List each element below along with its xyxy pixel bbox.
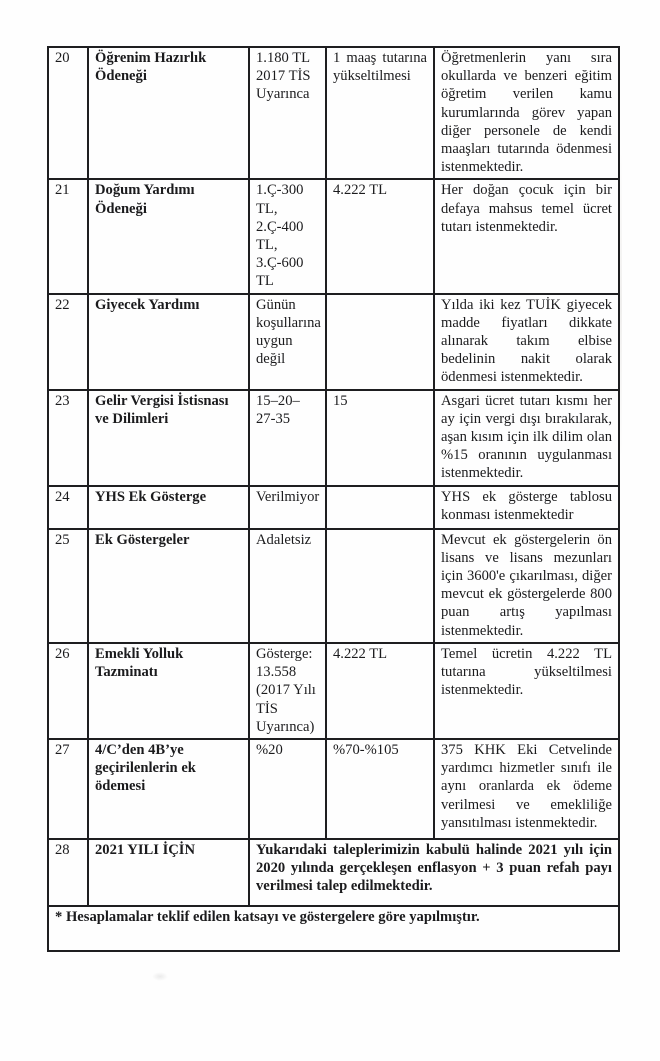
explanation-cell: Öğretmenlerin yanı sıra okullarda ve benzeri eğitim öğretim verilen kamu kurumlarında görev yapan diğer personele de kendi maaşları tutarında ödenmesi istenmektedir. bbox=[434, 47, 619, 179]
item-name-cell: Gelir Vergisi İstisnası ve Dilimleri bbox=[88, 390, 249, 486]
explanation-cell: Mevcut ek göstergelerin ön lisans ve lisans mezunları için 3600'e çıkarılması, diğer mevcut ek göstergelerde 800 puan artış yapılması istenmektedir. bbox=[434, 529, 619, 643]
row-number-cell: 28 bbox=[48, 839, 88, 906]
explanation-cell: Her doğan çocuk için bir defaya mahsus temel ücret tutarı istenmektedir. bbox=[434, 179, 619, 293]
item-name-cell: YHS Ek Gösterge bbox=[88, 486, 249, 529]
scan-smudge-artifact bbox=[152, 972, 168, 981]
demand-value-cell bbox=[326, 486, 434, 529]
row-number-cell: 23 bbox=[48, 390, 88, 486]
row-number-cell: 22 bbox=[48, 294, 88, 390]
row-number-cell: 20 bbox=[48, 47, 88, 179]
row-number-cell: 21 bbox=[48, 179, 88, 293]
item-name-cell: Emekli Yolluk Tazminatı bbox=[88, 643, 249, 739]
demand-value-cell: 1 maaş tutarına yükseltilmesi bbox=[326, 47, 434, 179]
current-value-cell: %20 bbox=[249, 739, 326, 839]
demand-value-cell: 15 bbox=[326, 390, 434, 486]
table-row bbox=[48, 294, 619, 390]
table-row bbox=[48, 839, 619, 906]
demand-value-cell: 4.222 TL bbox=[326, 179, 434, 293]
merged-statement-cell: Yukarıdaki taleplerimizin kabulü halinde 2021 yılı için 2020 yılında gerçekleşen enflasyon + 3 puan refah payı verilmesi talep edilmektedir. bbox=[249, 839, 619, 906]
row-number-cell: 27 bbox=[48, 739, 88, 839]
row-number-cell: 25 bbox=[48, 529, 88, 643]
current-value-cell: Verilmiyor bbox=[249, 486, 326, 529]
item-name-cell: 2021 YILI İÇİN bbox=[88, 839, 249, 906]
table-row bbox=[48, 529, 619, 643]
row-number-cell: 26 bbox=[48, 643, 88, 739]
demand-value-cell bbox=[326, 529, 434, 643]
current-value-cell: 15–20–27-35 bbox=[249, 390, 326, 486]
table-row bbox=[48, 486, 619, 529]
current-value-cell: 1.Ç-300 TL, 2.Ç-400 TL, 3.Ç-600 TL bbox=[249, 179, 326, 293]
current-value-cell: Günün koşullarına uygun değil bbox=[249, 294, 326, 390]
item-name-cell: Giyecek Yardımı bbox=[88, 294, 249, 390]
item-name-cell: Doğum Yardımı Ödeneği bbox=[88, 179, 249, 293]
table-row bbox=[48, 739, 619, 839]
salary-claims-table bbox=[47, 46, 620, 952]
explanation-cell: Asgari ücret tutarı kısmı her ay için vergi dışı bırakılarak, aşan kısım için ilk dilim olan %15 oranının uygulanması istenmektedir. bbox=[434, 390, 619, 486]
table-row bbox=[48, 390, 619, 486]
current-value-cell: Adaletsiz bbox=[249, 529, 326, 643]
explanation-cell: Yılda iki kez TUİK giyecek madde fiyatları dikkate alınarak takım elbise bedelinin nakit olarak ödenmesi istenmektedir. bbox=[434, 294, 619, 390]
current-value-cell: Gösterge: 13.558 (2017 Yılı TİS Uyarınca) bbox=[249, 643, 326, 739]
table-row bbox=[48, 179, 619, 293]
row-number-cell: 24 bbox=[48, 486, 88, 529]
demand-value-cell: 4.222 TL bbox=[326, 643, 434, 739]
table-row bbox=[48, 47, 619, 179]
item-name-cell: Öğrenim Hazırlık Ödeneği bbox=[88, 47, 249, 179]
demand-value-cell bbox=[326, 294, 434, 390]
footnote-row bbox=[48, 906, 619, 951]
table-row bbox=[48, 643, 619, 739]
explanation-cell: YHS ek gösterge tablosu konması istenmektedir bbox=[434, 486, 619, 529]
footnote-cell: * Hesaplamalar teklif edilen katsayı ve göstergelere göre yapılmıştır. bbox=[48, 906, 619, 951]
explanation-cell: 375 KHK Eki Cetvelinde yardımcı hizmetler sınıfı ile aynı oranlarda ek ödeme verilmesi ve emekliliğe yansıtılması istenmektedir. bbox=[434, 739, 619, 839]
item-name-cell: Ek Göstergeler bbox=[88, 529, 249, 643]
item-name-cell: 4/C’den 4B’ye geçirilenlerin ek ödemesi bbox=[88, 739, 249, 839]
demand-value-cell: %70-%105 bbox=[326, 739, 434, 839]
explanation-cell: Temel ücretin 4.222 TL tutarına yükseltilmesi istenmektedir. bbox=[434, 643, 619, 739]
scan-edge-artifact bbox=[620, 150, 622, 460]
current-value-cell: 1.180 TL 2017 TİS Uyarınca bbox=[249, 47, 326, 179]
